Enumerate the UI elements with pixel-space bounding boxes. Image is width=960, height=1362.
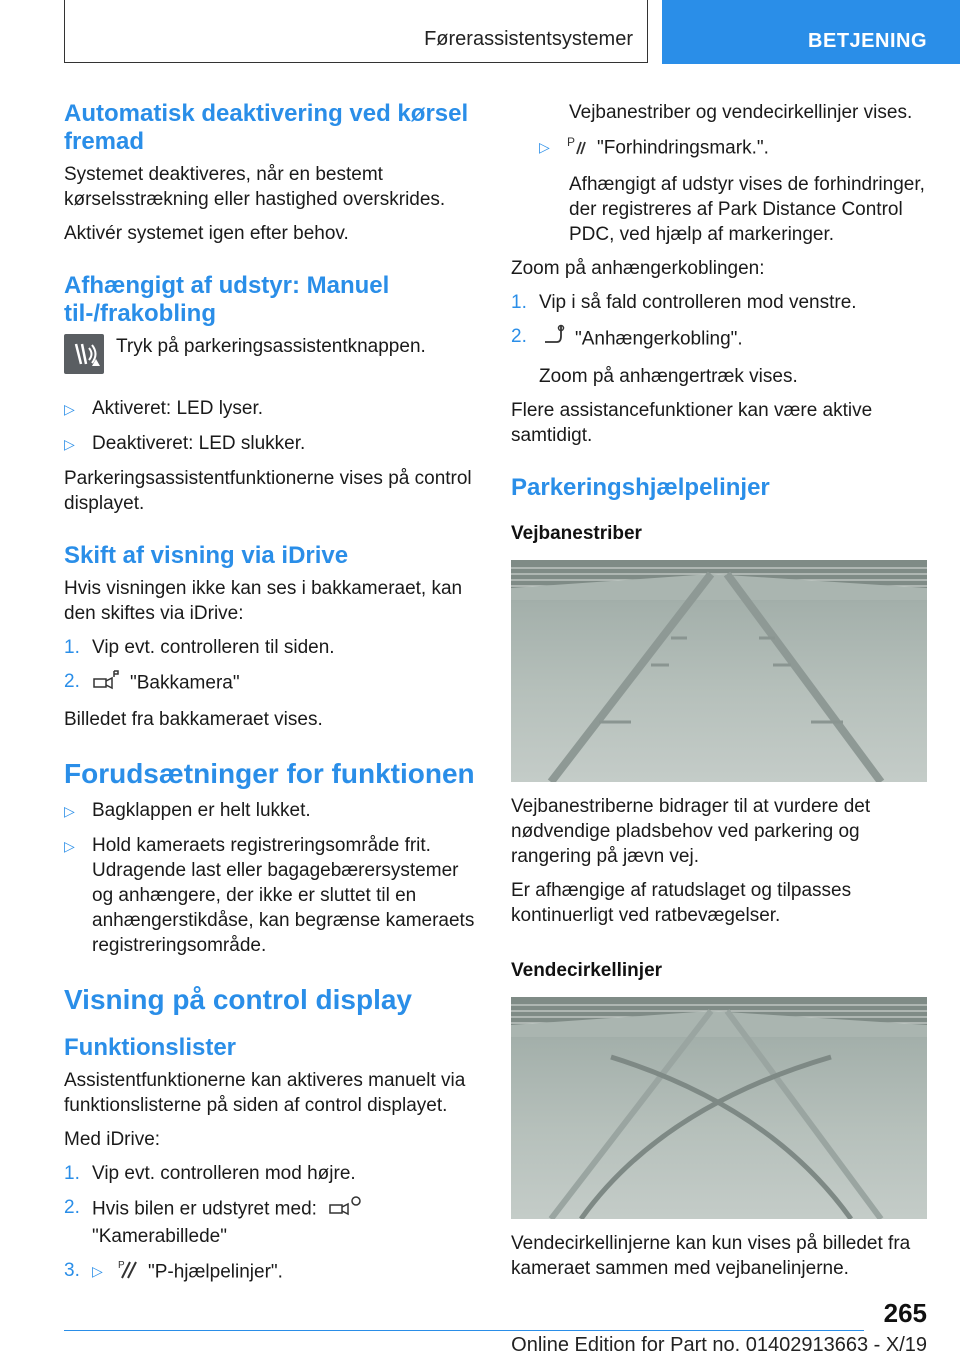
parking-lines-icon bbox=[118, 1258, 140, 1287]
triangle-bullet-icon: ▷ bbox=[92, 1263, 103, 1279]
triangle-bullet-icon: ▷ bbox=[539, 139, 550, 155]
list-item: ▷ Hold kameraets registreringsområde frit. Udragende last eller bagagebærersystemer og anhængere, der ikke er sluttet til en anhængerstikdåse, kan begrænse kameraets registreringsområde. bbox=[64, 835, 475, 956]
page-number: 265 bbox=[883, 1298, 927, 1328]
paragraph: Er afhængige af ratudslaget og tilpasses kontinuerligt ved ratbevægelser. bbox=[511, 880, 852, 926]
obstacle-marking-icon bbox=[567, 134, 589, 163]
section-title: BETJENING bbox=[662, 0, 960, 64]
svg-text:P: P bbox=[567, 135, 576, 149]
list-item: ▷ Deaktiveret: LED slukker. bbox=[64, 431, 478, 457]
triangle-bullet-icon: ▷ bbox=[64, 436, 75, 452]
triangle-bullet-icon: ▷ bbox=[64, 838, 75, 854]
paragraph: Billedet fra bakkameraet vises. bbox=[64, 709, 323, 730]
heading-turning-circles: Vendecirkellinjer bbox=[511, 960, 663, 981]
list-item: ▷ Bagklappen er helt lukket. bbox=[64, 798, 478, 824]
camera-settings-icon bbox=[328, 1195, 362, 1224]
lane-lines-image bbox=[511, 560, 927, 782]
button-instruction-text: Tryk på parkeringsassistentknappen. bbox=[116, 336, 426, 357]
rear-camera-icon bbox=[92, 669, 122, 698]
heading-auto-deactivation: Automatisk deaktivering ved kørsel fremad bbox=[64, 100, 469, 155]
paragraph: Vejbanestriber og vendecirkellinjer vises. bbox=[569, 102, 913, 123]
right-column bbox=[511, 100, 929, 1290]
list-item: ▷ P "Forhindringsmark.". bbox=[511, 134, 929, 163]
chapter-title: Førerassistentsystemer bbox=[64, 0, 648, 63]
paragraph: Med iDrive: bbox=[64, 1129, 161, 1150]
list-item: 2. "Anhængerkobling". bbox=[511, 324, 929, 355]
paragraph: Afhængigt af udstyr vises de forhindringer, der registreres af Park Distance Control PDC, ved hjælp af markeringer. bbox=[569, 174, 925, 245]
heading-manual-toggle: Afhængigt af udstyr: Manuel til-/frakobling bbox=[64, 272, 390, 327]
list-item: ▷ Aktiveret: LED lyser. bbox=[64, 396, 478, 422]
paragraph: Vejbanestriberne bidrager til at vurdere det nødvendige pladsbehov ved parkering og rangering på jævn vej. bbox=[511, 796, 871, 867]
paragraph: Hvis visningen ikke kan ses i bakkameraet, kan den skiftes via iDrive: bbox=[64, 578, 463, 624]
heading-function-lists: Funktionslister bbox=[64, 1034, 237, 1061]
heading-lanes: Vejbanestriber bbox=[511, 523, 642, 544]
paragraph: Flere assistancefunktioner kan være aktive samtidigt. bbox=[511, 400, 873, 446]
list-item: 1. Vip i så fald controlleren mod venstre. bbox=[511, 292, 857, 313]
triangle-bullet-icon: ▷ bbox=[64, 803, 75, 819]
paragraph: Vendecirkellinjerne kan kun vises på billedet fra kameraet sammen med vejbanelinjerne. bbox=[511, 1233, 911, 1279]
paragraph: Parkeringsassistentfunktionerne vises på control displayet. bbox=[64, 468, 472, 514]
triangle-bullet-icon: ▷ bbox=[64, 401, 75, 417]
page-header bbox=[0, 0, 960, 66]
heading-switch-view: Skift af visning via iDrive bbox=[64, 542, 349, 569]
turning-circles-image bbox=[511, 997, 927, 1219]
paragraph: Systemet deaktiveres, når en bestemt kørselsstrækning eller hastighed overskrides. bbox=[64, 164, 446, 210]
heading-requirements: Forudsætninger for funktionen bbox=[64, 758, 475, 789]
list-item: 1. Vip evt. controlleren mod højre. bbox=[64, 1163, 356, 1184]
paragraph: Assistentfunktionerne kan aktiveres manuelt via funktionslisterne på siden af control displayet. bbox=[64, 1070, 466, 1116]
list-item: 1. Vip evt. controlleren til siden. bbox=[64, 637, 335, 658]
svg-text:P: P bbox=[118, 1260, 125, 1271]
trailer-hitch-icon bbox=[541, 324, 567, 355]
footer-rule bbox=[64, 1330, 864, 1331]
list-item: 2. Hvis bilen er udstyret med: "Kamerabillede" bbox=[64, 1195, 478, 1249]
heading-control-display: Visning på control display bbox=[64, 984, 412, 1015]
list-item: 3. ▷ P "P-hjælpelinjer". bbox=[64, 1258, 478, 1287]
heading-parking-lines: Parkeringshjælpelinjer bbox=[511, 474, 770, 501]
list-item: 2. "Bakkamera" bbox=[64, 669, 478, 698]
paragraph: Aktivér systemet igen efter behov. bbox=[64, 223, 349, 244]
parking-assist-button-icon bbox=[64, 334, 104, 374]
button-instruction bbox=[64, 334, 478, 374]
paragraph: Zoom på anhængerkoblingen: bbox=[511, 258, 765, 279]
paragraph: Zoom på anhængertræk vises. bbox=[539, 366, 798, 387]
left-column bbox=[64, 100, 478, 1296]
edition-note: Online Edition for Part no. 01402913663 - X/19 bbox=[511, 1334, 927, 1356]
